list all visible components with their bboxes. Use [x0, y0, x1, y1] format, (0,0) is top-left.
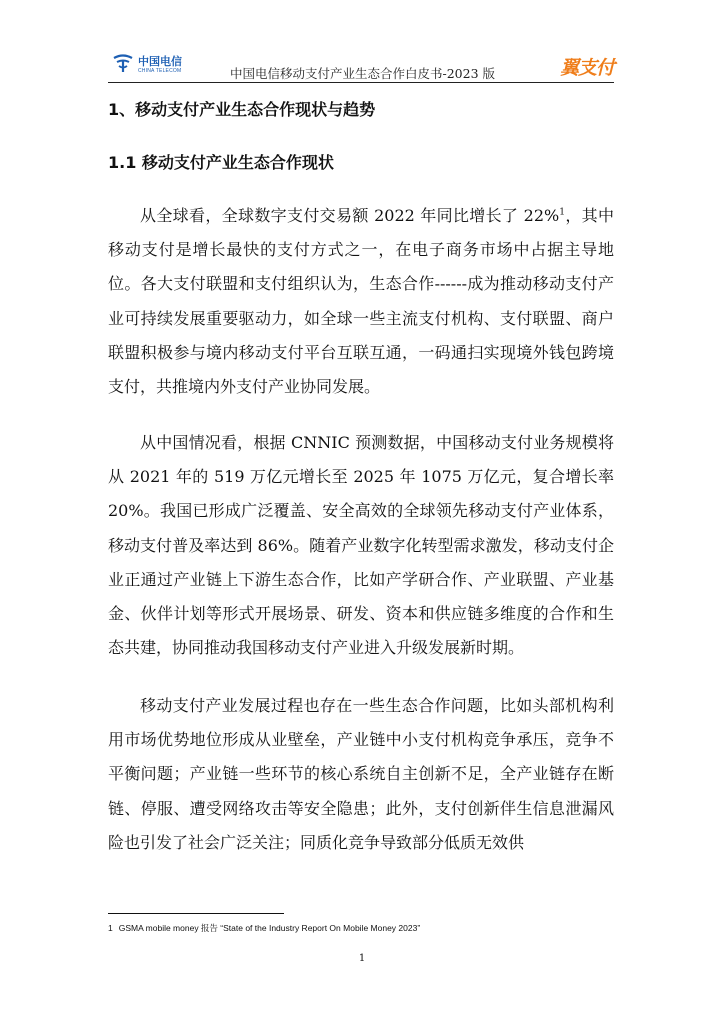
bestpay-logo: 翼支付 [559, 57, 614, 79]
footnote-number: 1 [108, 923, 113, 933]
china-telecom-logo [112, 50, 182, 78]
china-telecom-logo-text: 中国电信 [138, 55, 182, 68]
footnote [108, 922, 420, 934]
footnote-divider [108, 913, 284, 914]
footnote-ref[interactable]: 1 [559, 207, 565, 218]
page-header [108, 42, 614, 82]
subsection-heading: 1.1 移动支付产业生态合作现状 [108, 153, 334, 172]
header-title: 中国电信移动支付产业生态合作白皮书-2023 版 [230, 66, 496, 81]
paragraph-global-text-b: ，其中移动支付是增长最快的支付方式之一，在电子商务市场中占据主导地位。各大支付联盟和支付组织认为，生态合作------成为推动移动支付产业可持续发展重要驱动力，如全球一些主流支付机构、支付联盟、商户联盟积极参与境内移动支付平台互联互通，一码通扫实现境外钱包跨境支付，共推境内外支付产业协同发展。 [108, 206, 614, 397]
section-heading: 1、移动支付产业生态合作现状与趋势 [108, 100, 376, 119]
paragraph-global-text-a: 从全球看，全球数字支付交易额 2022 年同比增长了 22% [140, 206, 560, 225]
page-number: 1 [358, 953, 366, 964]
paragraph-china [108, 426, 614, 665]
paragraph-global [108, 199, 614, 404]
footnote-text: GSMA mobile money 报告 “State of the Industry Report On Mobile Money 2023” [118, 923, 421, 933]
paragraph-china-text: 从中国情况看，根据 CNNIC 预测数据，中国移动支付业务规模将从 2021 年的 519 万亿元增长至 2025 年 1075 万亿元，复合增长率 20%。我国已形成广泛覆盖、安全高效的全球领先移动支付产业体系，移动支付普及率达到 86%。随着产业数字化转型需求激发，移动支付企业正通过产业链上下游生态合作，比如产学研合作、产业联盟、产业基金、伙伴计划等形式开展场景、研发、资本和供应链多维度的合作和生态共建，协同推动我国移动支付产业进入升级发展新时期。 [108, 433, 614, 658]
paragraph-problems-text: 移动支付产业发展过程也存在一些生态合作问题，比如头部机构利用市场优势地位形成从业壁垒，产业链中小支付机构竞争承压，竞争不平衡问题；产业链一些环节的核心系统自主创新不足，全产业链存在断链、停服、遭受网络攻击等安全隐患；此外，支付创新伴生信息泄漏风险也引发了社会广泛关注；同质化竞争导致部分低质无效供 [108, 696, 614, 852]
china-telecom-logo-en: CHINA TELECOM [138, 68, 182, 74]
header-divider [108, 82, 614, 83]
china-telecom-logo-icon [112, 52, 134, 74]
paragraph-problems [108, 689, 614, 860]
